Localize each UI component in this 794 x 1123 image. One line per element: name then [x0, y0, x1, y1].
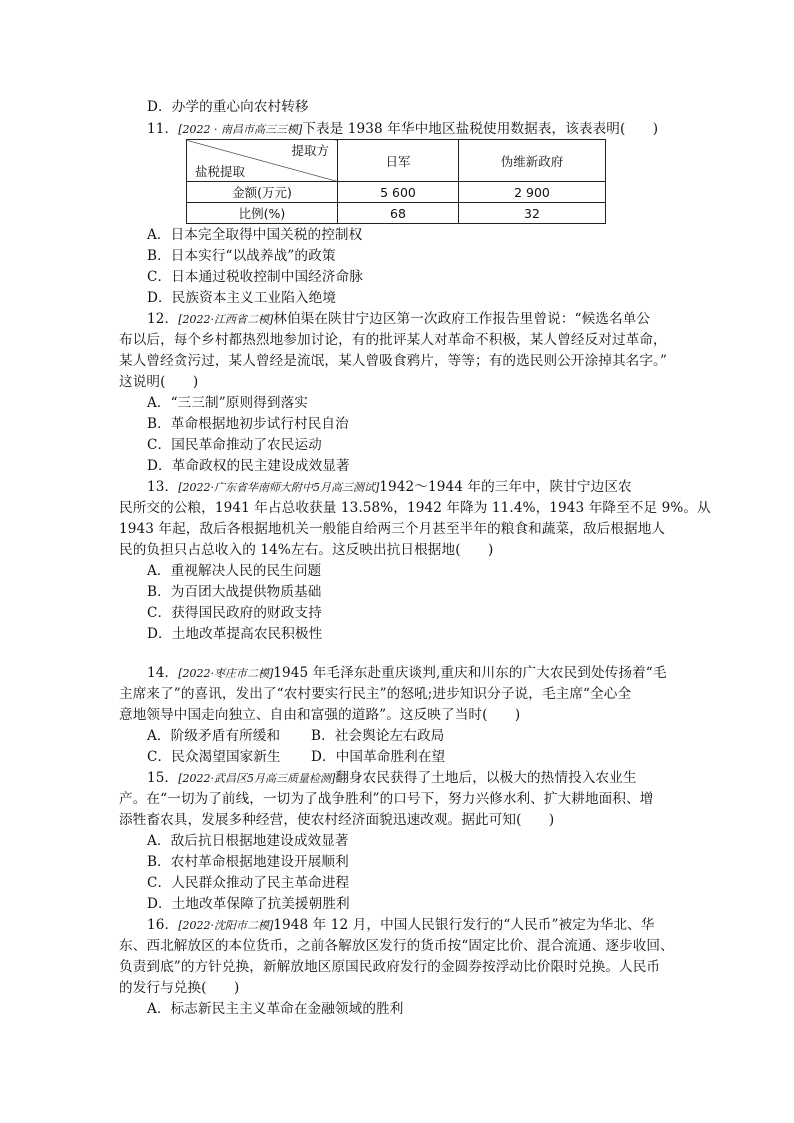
cell-value: 5 600	[338, 182, 459, 203]
q12-source: [2022·江西省二模]	[178, 313, 274, 326]
q13-option-c: C．获得国民政府的财政支持	[147, 605, 322, 621]
q14-stem-line-2: 主席来了”的喜讯，发出了“农村要实行民主”的怒吼;进步知识分子说，毛主席“全心全	[119, 686, 632, 702]
header-puppet-government: 伪维新政府	[459, 140, 606, 182]
cell-value: 2 900	[459, 182, 606, 203]
table-corner-cell	[187, 140, 338, 182]
q16-stem-line-1	[147, 915, 654, 936]
q11-option-a: A．日本完全取得中国关税的控制权	[147, 227, 363, 243]
cell-value: 32	[459, 203, 606, 224]
q13-stem-line-1	[147, 477, 632, 498]
q15-stem-line-1	[147, 768, 637, 789]
q16-stem-text: 1948 年 12 月，中国人民银行发行的“人民币”被定为华北、华	[273, 917, 655, 933]
q16-number: 16．	[147, 917, 179, 933]
q11-stem-text: 下表是 1938 年华中地区盐税使用数据表，该表表明( )	[302, 121, 659, 137]
q16-option-a: A．标志新民主主义革命在金融领域的胜利	[147, 1001, 404, 1017]
corner-top-label: 提取方	[291, 143, 329, 158]
q12-number: 12．	[147, 311, 179, 327]
q14-stem-line-1	[147, 663, 667, 684]
q11-option-c: C．日本通过税收控制中国经济命脉	[147, 269, 363, 285]
q13-stem-line-4: 民的负担只占总收入的 14%左右。这反映出抗日根据地( )	[119, 542, 494, 558]
q14-option-d: D．中国革命胜利在望	[311, 749, 446, 765]
q13-option-d: D．土地改革提高农民积极性	[147, 626, 323, 642]
q15-option-d: D．土地改革保障了抗美援朝胜利	[147, 896, 350, 912]
q13-stem-line-2: 民所交的公粮，1941 年占总收获量 13.58%，1942 年降为 11.4%，1943 年降至不足 9%。从	[119, 500, 711, 516]
q16-stem-line-3: 负责到底”的方针兑换，新解放地区原国民政府发行的金圆券按浮动比价限时兑换。人民币	[119, 959, 661, 975]
q12-option-a: A．“三三制”原则得到落实	[147, 395, 308, 411]
q12-stem-line-3: 某人曾经贪污过，某人曾经是流氓，某人曾吸食鸦片，等等；有的选民则公开涂掉其名字。”	[119, 353, 667, 369]
table-row	[187, 203, 606, 224]
q12-option-d: D．革命政权的民主建设成效显著	[147, 458, 350, 474]
q13-option-b: B．为百团大战提供物质基础	[147, 584, 322, 600]
q15-option-c: C．人民群众推动了民主革命进程	[147, 875, 350, 891]
corner-bottom-label: 盐税提取	[195, 164, 246, 179]
q14-option-a: A．阶级矛盾有所缓和	[147, 728, 281, 744]
q14-options-row-1	[147, 726, 445, 746]
q15-stem-text: 翻身农民获得了土地后，以极大的热情投入农业生	[335, 770, 637, 786]
q13-number: 13．	[147, 479, 179, 495]
q12-option-b: B．革命根据地初步试行村民自治	[147, 416, 349, 432]
row-label: 比例(%)	[187, 203, 338, 224]
q12-stem-line-4: 这说明( )	[119, 374, 199, 390]
row-label: 金额(万元)	[187, 182, 338, 203]
q13-option-a: A．重视解决人民的民生问题	[147, 563, 322, 579]
q14-stem-line-3: 意地领导中国走向独立、自由和富强的道路”。这反映了当时( )	[119, 707, 521, 723]
header-japanese-army: 日军	[338, 140, 459, 182]
q14-number: 14．	[147, 665, 179, 681]
q12-stem-line-1	[147, 309, 650, 330]
q11-option-b: B．日本实行“以战养战”的政策	[147, 248, 336, 264]
q13-stem-text: 1942～1944 年的三年中，陕甘宁边区农	[379, 479, 632, 495]
q16-source: [2022·沈阳市二模]	[178, 919, 274, 932]
q15-option-a: A．敌后抗日根据地建设成效显著	[147, 833, 349, 849]
q16-stem-line-4: 的发行与兑换( )	[119, 980, 240, 996]
q14-option-c: C．民众渴望国家新生	[147, 749, 281, 765]
q14-source: [2022·枣庄市二模]	[178, 667, 274, 680]
q12-stem-text: 林伯渠在陕甘宁边区第一次政府工作报告里曾说：“候选名单公	[273, 311, 651, 327]
q11-option-d: D．民族资本主义工业陷入绝境	[147, 290, 337, 306]
q15-stem-line-2: 产。在“一切为了前线，一切为了战争胜利”的口号下，努力兴修水利、扩大耕地面积、增	[119, 791, 654, 807]
q11-stem	[147, 119, 658, 140]
q13-stem-line-3: 1943 年起，敌后各根据地机关一般能自给两三个月甚至半年的粮食和蔬菜，敌后根据地人	[119, 521, 666, 537]
table-row	[187, 182, 606, 203]
q15-option-b: B．农村革命根据地建设开展顺利	[147, 854, 349, 870]
q10-option-d: D．办学的重心向农村转移	[147, 99, 309, 115]
q12-stem-line-2: 布以后，每个乡村都热烈地参加讨论，有的批评某人对革命不积极，某人曾经反对过革命，	[119, 332, 667, 348]
q16-stem-line-2: 东、西北解放区的本位货币，之前各解放区发行的货币按“固定比价、混合流通、逐步收回、	[119, 938, 674, 954]
q12-option-c: C．国民革命推动了农民运动	[147, 437, 322, 453]
table-header-row	[187, 140, 606, 182]
q15-stem-line-3: 添牲畜农具，发展多种经营，使农村经济面貌迅速改观。据此可知( )	[119, 812, 555, 828]
q14-stem-text: 1945 年毛泽东赴重庆谈判,重庆和川东的广大农民到处传扬着“毛	[273, 665, 667, 681]
q13-source: [2022·广东省华南师大附中5月高三测试]	[178, 481, 380, 494]
salt-tax-table	[186, 139, 606, 224]
q14-option-b: B．社会舆论左右政局	[311, 728, 445, 744]
cell-value: 68	[338, 203, 459, 224]
q14-options-row-2	[147, 747, 446, 767]
q11-number: 11．	[147, 121, 179, 137]
q15-number: 15．	[147, 770, 179, 786]
q11-source: [2022 · 南昌市高三三模]	[178, 123, 303, 136]
q15-source: [2022·武昌区5月高三质量检测]	[178, 772, 336, 785]
